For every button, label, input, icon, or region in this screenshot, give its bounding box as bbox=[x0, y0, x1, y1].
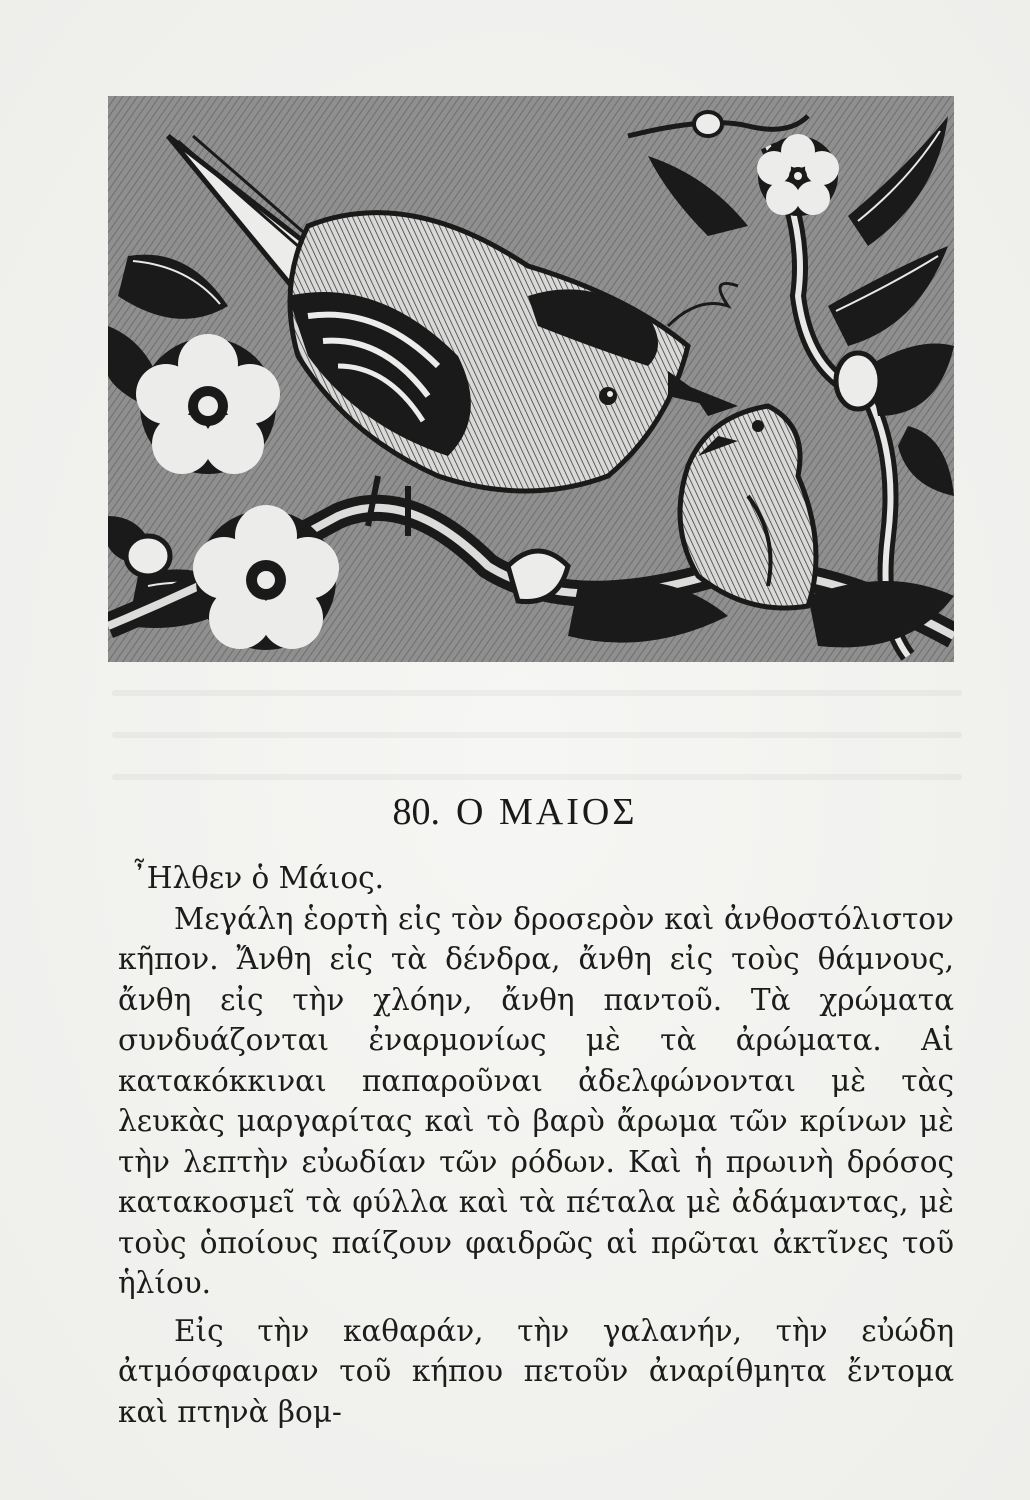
chapter-heading bbox=[0, 790, 1030, 834]
paragraph: Μεγάλη ἑορτὴ εἰς τὸν δροσερὸν καὶ ἀνθοστόλιστον κῆπον. Ἄνθη εἰς τὰ δένδρα, ἄνθη εἰς τοὺς θάμνους, ἄνθη εἰς τὴν χλόην, ἄνθη παντοῦ. Τὰ χρώματα συνδυάζονται ἐναρμονίως μὲ τὰ ἀρώματα. Αἱ κατακόκκιναι παπαροῦναι ἀδελφώνονται μὲ τὰς λευκὰς μαργαρίτας καὶ τὸ βαρὺ ἄρωμα τῶν κρίνων μὲ τὴν λεπτὴν εὐωδίαν τῶν ρόδων. Καὶ ἡ πρωινὴ δρόσος κατακοσμεῖ τὰ φύλλα καὶ τὰ πέταλα μὲ ἀδάμαντας, μὲ τοὺς ὁποίους παίζουν φαιδρῶς αἱ πρῶται ἀκτῖνες τοῦ ἡλίου. bbox=[118, 901, 954, 1300]
chapter-title: Ο ΜΑΙΟΣ bbox=[456, 791, 638, 833]
chapter-number: 80. bbox=[392, 791, 441, 833]
show-through bbox=[112, 774, 962, 780]
paragraph: ῏Ηλθεν ὁ Μάιος. bbox=[132, 861, 385, 895]
show-through bbox=[112, 690, 962, 696]
show-through bbox=[112, 732, 962, 738]
bird-illustration bbox=[108, 96, 954, 662]
paragraph: Εἰς τὴν καθαράν, τὴν γαλανήν, τὴν εὐώδη ἀτμόσφαιραν τοῦ κήπου πετοῦν ἀναρίθμητα ἔντομα καὶ πτηνὰ βομ- bbox=[118, 1313, 954, 1429]
body-text bbox=[118, 858, 954, 1432]
